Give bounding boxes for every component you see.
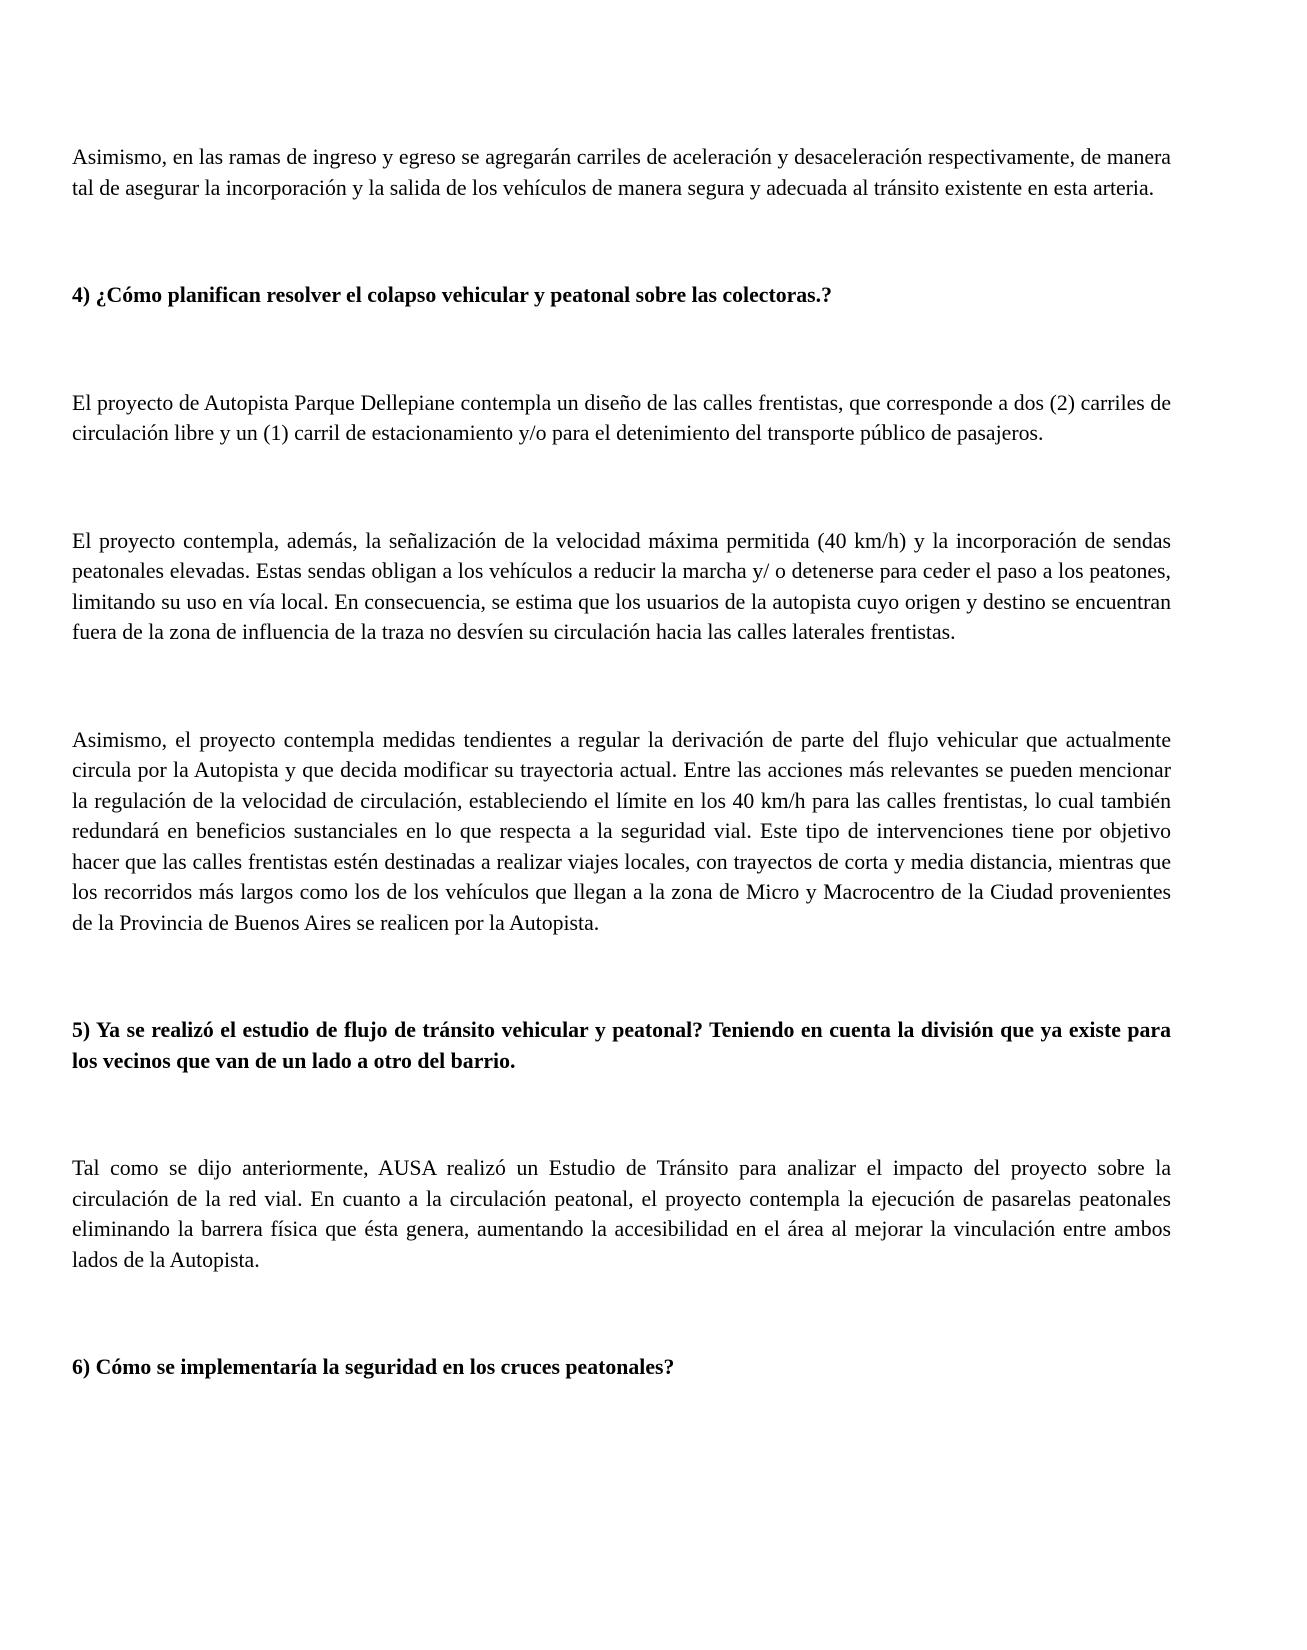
paragraph-speed-signage-crosswalks: El proyecto contempla, además, la señalización de la velocidad máxima permitida (40 km/h) y la incorporación de sendas peatonales elevadas. Estas sendas obligan a los vehículos a reducir la marcha y/ o detenerse para ceder el paso a los peatones, limitando su uso en vía local. En consecuencia, se estima que los usuarios de la autopista cuyo origen y destino se encuentran fuera de la zona de influencia de la traza no desvíen su circulación hacia las calles laterales frentistas. xyxy=(72,528,1171,644)
question-5-heading: 5) Ya se realizó el estudio de flujo de tránsito vehicular y peatonal? Teniendo en cuenta la división que ya existe para los vecinos que van de un lado a otro del barrio. xyxy=(72,1018,1171,1073)
paragraph-transit-study-footbridges: Tal como se dijo anteriormente, AUSA realizó un Estudio de Tránsito para analizar el impacto del proyecto sobre la circulación de la red vial. En cuanto a la circulación peatonal, el proyecto contempla la ejecución de pasarelas peatonales eliminando la barrera física que ésta genera, aumentando la accesibilidad en el área al mejorar la vinculación entre ambos lados de la Autopista. xyxy=(72,1156,1171,1272)
paragraph-frontage-street-design: El proyecto de Autopista Parque Dellepiane contempla un diseño de las calles frentistas, que corresponde a dos (2) carriles de circulación libre y un (1) carril de estacionamiento y/o para el detenimiento del transporte público de pasajeros. xyxy=(72,390,1171,445)
paragraph-acceleration-lanes: Asimismo, en las ramas de ingreso y egreso se agregarán carriles de aceleración y desaceleración respectivamente, de manera tal de asegurar la incorporación y la salida de los vehículos de manera segura y adecuada al tránsito existente en esta arteria. xyxy=(72,145,1171,200)
paragraph-traffic-flow-regulation: Asimismo, el proyecto contempla medidas tendientes a regular la derivación de parte del flujo vehicular que actualmente circula por la Autopista y que decida modificar su trayectoria actual. Entre las acciones más relevantes se pueden mencionar la regulación de la velocidad de circulación, estableciendo el límite en los 40 km/h para las calles frentistas, lo cual también redundará en beneficios sustanciales en lo que respecta a la seguridad vial. Este tipo de intervenciones tiene por objetivo hacer que las calles frentistas estén destinadas a realizar viajes locales, con trayectos de corta y media distancia, mientras que los recorridos más largos como los de los vehículos que llegan a la zona de Micro y Macrocentro de la Ciudad provenientes de la Provincia de Buenos Aires se realicen por la Autopista. xyxy=(72,727,1171,935)
question-4-heading: 4) ¿Cómo planifican resolver el colapso vehicular y peatonal sobre las colectoras.? xyxy=(72,283,833,307)
question-6-heading: 6) Cómo se implementaría la seguridad en los cruces peatonales? xyxy=(72,1355,675,1379)
